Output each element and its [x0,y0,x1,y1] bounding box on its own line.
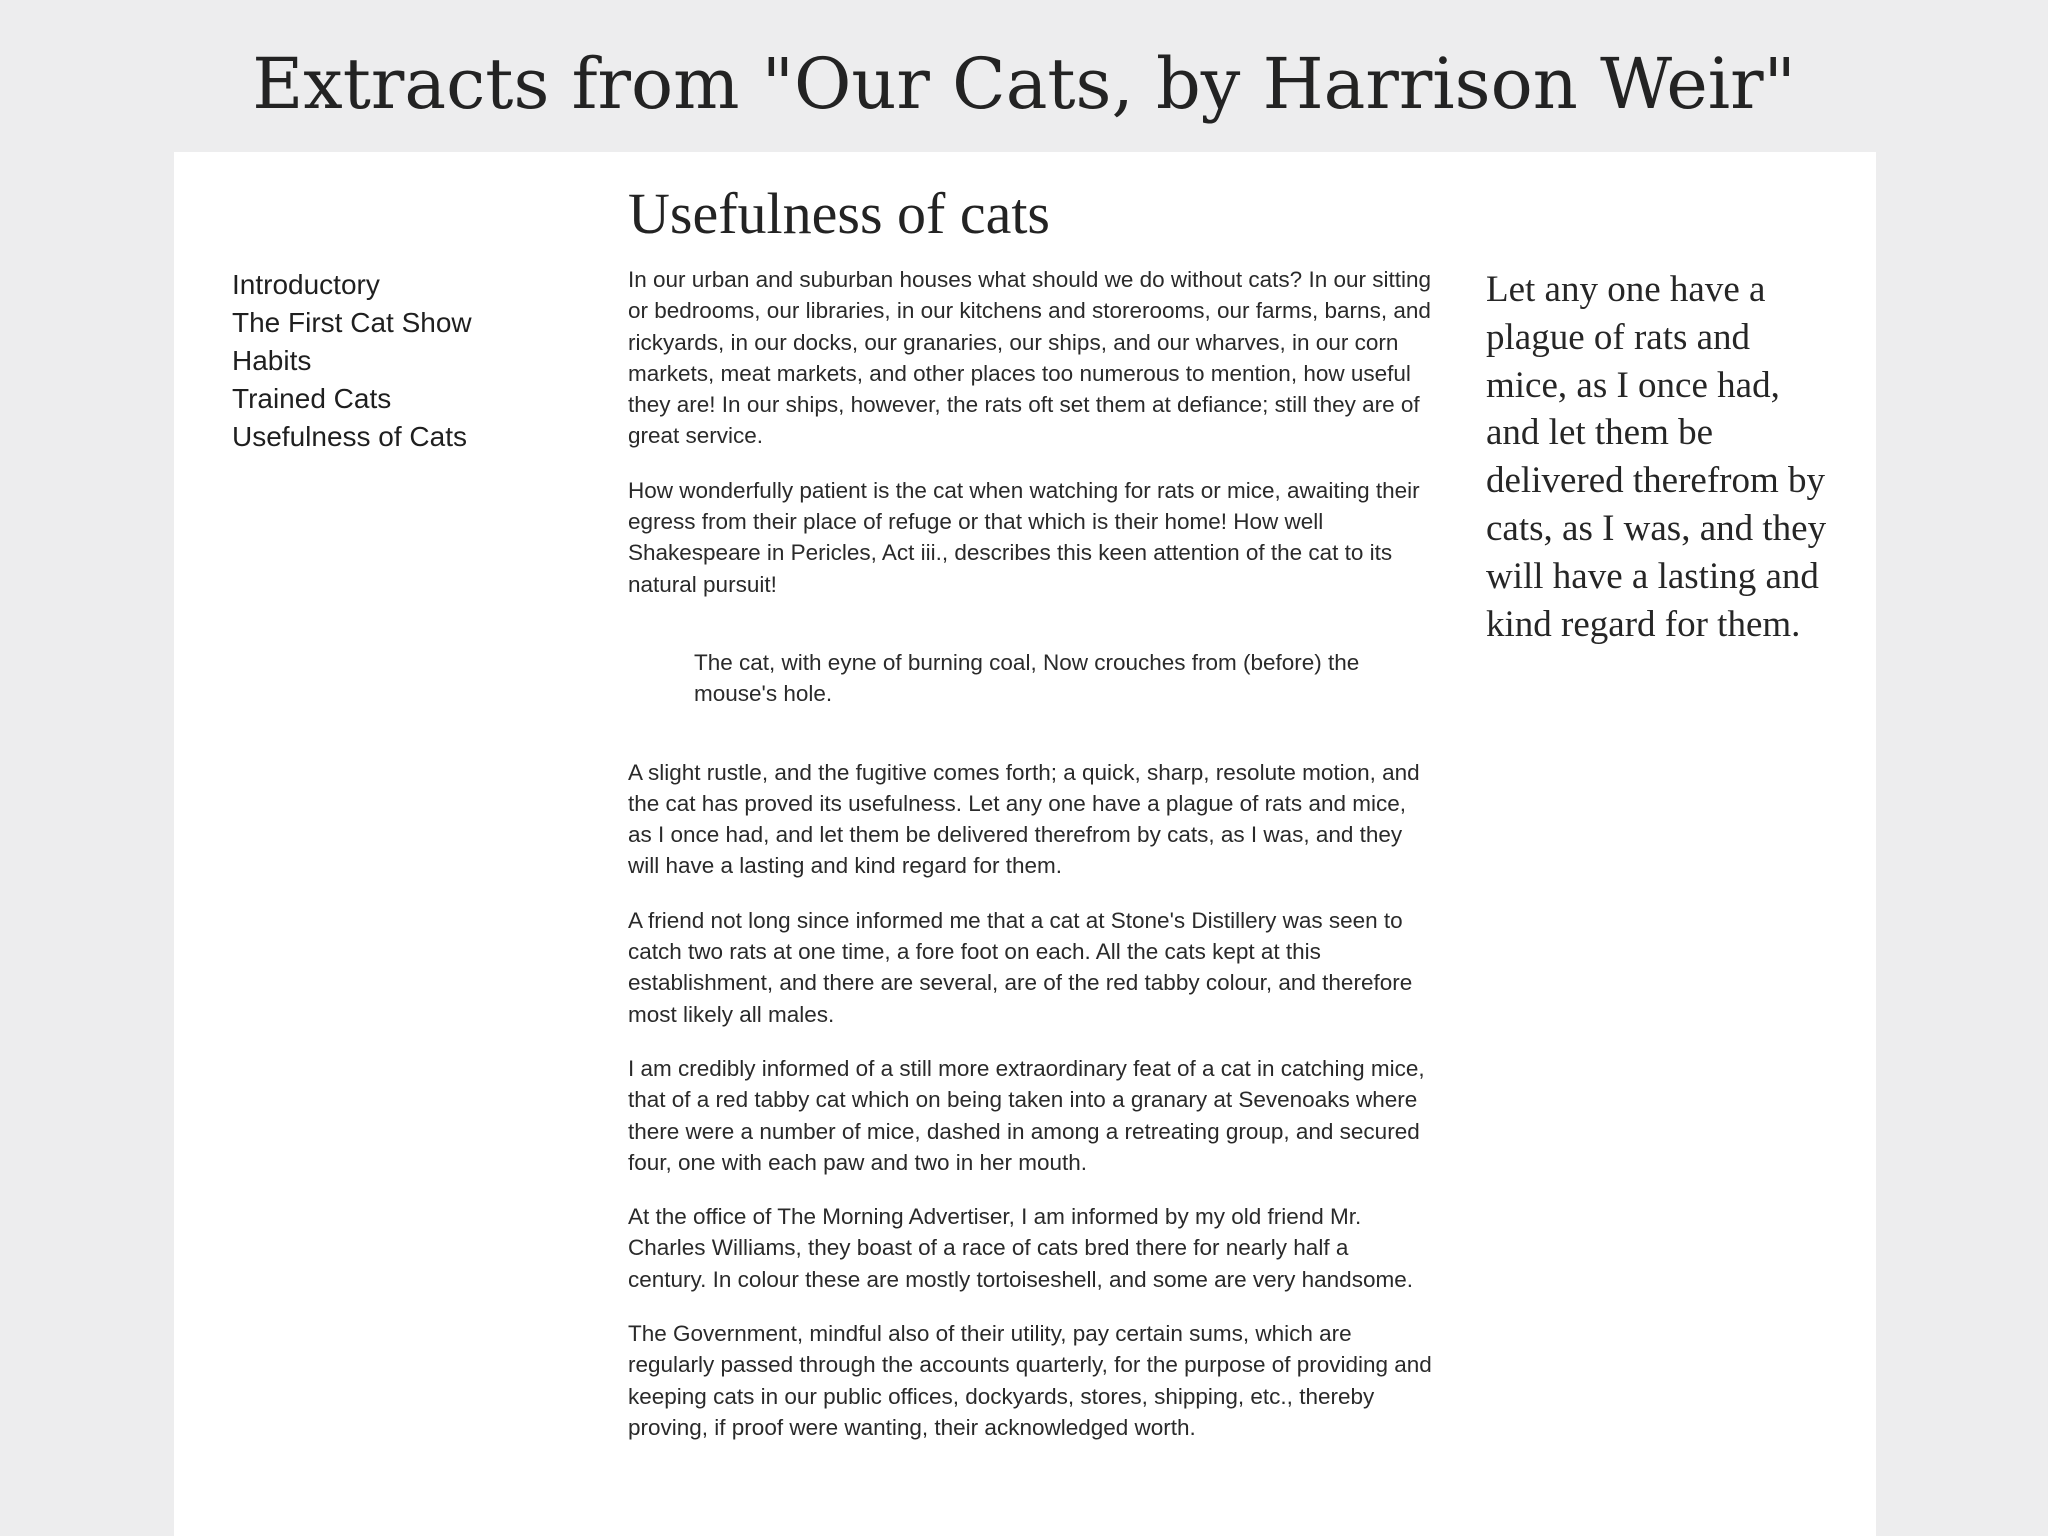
nav-link-habits[interactable]: Habits [232,345,312,376]
sidebar-item-introductory [232,266,592,304]
article-paragraph: In our urban and suburban houses what should we do without cats? In our sitting or bedrooms, our libraries, in our kitchens and storerooms, our farms, barns, and rickyards, in our docks, our granaries, our ships, and our wharves, in our corn markets, meat markets, and other places too numerous to mention, how useful they are! In our ships, however, the rats oft set them at defiance; still they are of great service. [628,267,1432,449]
sidebar-item-usefulness-of-cats [232,418,592,456]
nav-link-introductory[interactable]: Introductory [232,269,380,300]
article [628,178,1432,1466]
nav-link-first-cat-show[interactable]: The First Cat Show [232,307,472,338]
article-paragraph: The Government, mindful also of their utility, pay certain sums, which are regularly passed through the accounts quarterly, for the purpose of providing and keeping cats in our public offices, dockyards, stores, shipping, etc., thereby proving, if proof were wanting, their acknowledged worth. [628,1321,1432,1440]
article-paragraph: At the office of The Morning Advertiser, I am informed by my old friend Mr. Charles Williams, they boast of a race of cats bred there for nearly half a century. In colour these are mostly tortoiseshell, and some are very handsome. [628,1204,1413,1292]
page-title: Extracts from "Our Cats, by Harrison Weir" [252,43,1796,125]
sidebar-item-first-cat-show [232,304,592,342]
sidebar-nav [232,266,592,456]
article-paragraph: A friend not long since informed me that a cat at Stone's Distillery was seen to catch two rats at one time, a fore foot on each. All the cats kept at this establishment, and there are several, are of the red tabby colour, and therefore most likely all males. [628,907,1413,1027]
article-paragraph: How wonderfully patient is the cat when watching for rats or mice, awaiting their egress from their place of refuge or that which is their home! How well Shakespeare in Pericles, Act iii., describes this keen attention of the cat to its natural pursuit! [628,477,1420,597]
sidebar-item-habits [232,342,592,380]
content-panel [174,152,1876,1536]
nav-link-usefulness-of-cats[interactable]: Usefulness of Cats [232,421,467,452]
article-paragraph: A slight rustle, and the fugitive comes forth; a quick, sharp, resolute motion, and the cat has proved its usefulness. Let any one have a plague of rats and mice, as I once had, and let them be delivered therefrom by cats, as I was, and they will have a lasting and kind regard for them. [628,759,1420,879]
sidebar-item-trained-cats [232,380,592,418]
article-paragraph: I am credibly informed of a still more extraordinary feat of a cat in catching mice, that of a red tabby cat which on being taken into a granary at Sevenoaks where there were a number of mice, dashed in among a retreating group, and secured four, one with each paw and two in her mouth. [628,1055,1425,1175]
section-heading: Usefulness of cats [628,181,1051,246]
nav-link-trained-cats[interactable]: Trained Cats [232,383,392,414]
pull-quote: Let any one have a plague of rats and mice, as I once had, and let them be delivered therefrom by cats, as I was, and they will have a lasting and kind regard for them. [1486,269,1827,645]
verse-quote: The cat, with eyne of burning coal, Now crouches from (before) the mouse's hole. [694,649,1360,707]
